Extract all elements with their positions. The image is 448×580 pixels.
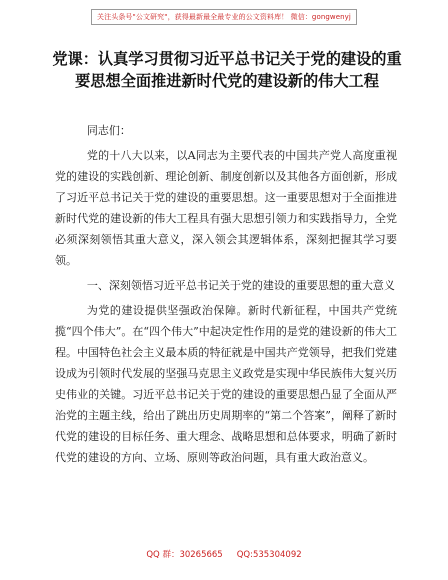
footer-qq-group: QQ 群：30265665 xyxy=(146,550,223,560)
document-title: 党课：认真学习贯彻习近平总书记关于党的建设的重要思想全面推进新时代党的建设新的伟大工程 xyxy=(52,50,402,90)
document-body xyxy=(55,120,397,468)
page-footer xyxy=(0,548,448,560)
header-banner xyxy=(0,6,448,25)
section-heading: 一、深刻领悟习近平总书记关于党的建设的重要思想的重大意义 xyxy=(86,279,395,292)
paragraph: 党的十八大以来，以A同志为主要代表的中国共产党人高度重视党的建设的实践创新、理论创新、制度创新以及其他各方面创新，形成了习近平总书记关于党的建设的重要思想。这一重要思想对于全面推进新时代党的建设新的伟大工程具有强大思想引领力和实践指导力，全党必须深刻领悟其重大意义，深入领会其逻辑体系，深刻把握其学习要领。 xyxy=(55,149,397,267)
paragraph: 为党的建设提供坚强政治保障。新时代新征程，中国共产党统揽“四个伟大”。在“四个伟大”中起决定性作用的是党的建设新的伟大工程。中国特色社会主义最本质的特征就是中国共产党领导，把我们党建设成为引领时代发展的坚强马克思主义政党是实现中华民族伟大复兴历史伟业的关键。习近平总书记关于党的建设的重要思想凸显了全面从严治党的主题主线，给出了跳出历史周期率的“第二个答案”，阐释了新时代党的建设的目标任务、重大理念、战略思想和总体要求，明确了新时代党的建设的方向、立场、原则等政治问题，具有重大政治意义。 xyxy=(55,304,397,464)
banner-text: 关注头条号"公文研究"，获得最新最全最专业的公文资料库！ 微信：gongwenyj xyxy=(91,9,357,25)
salutation: 同志们： xyxy=(86,124,131,137)
footer-qq: QQ:535304092 xyxy=(236,550,302,560)
